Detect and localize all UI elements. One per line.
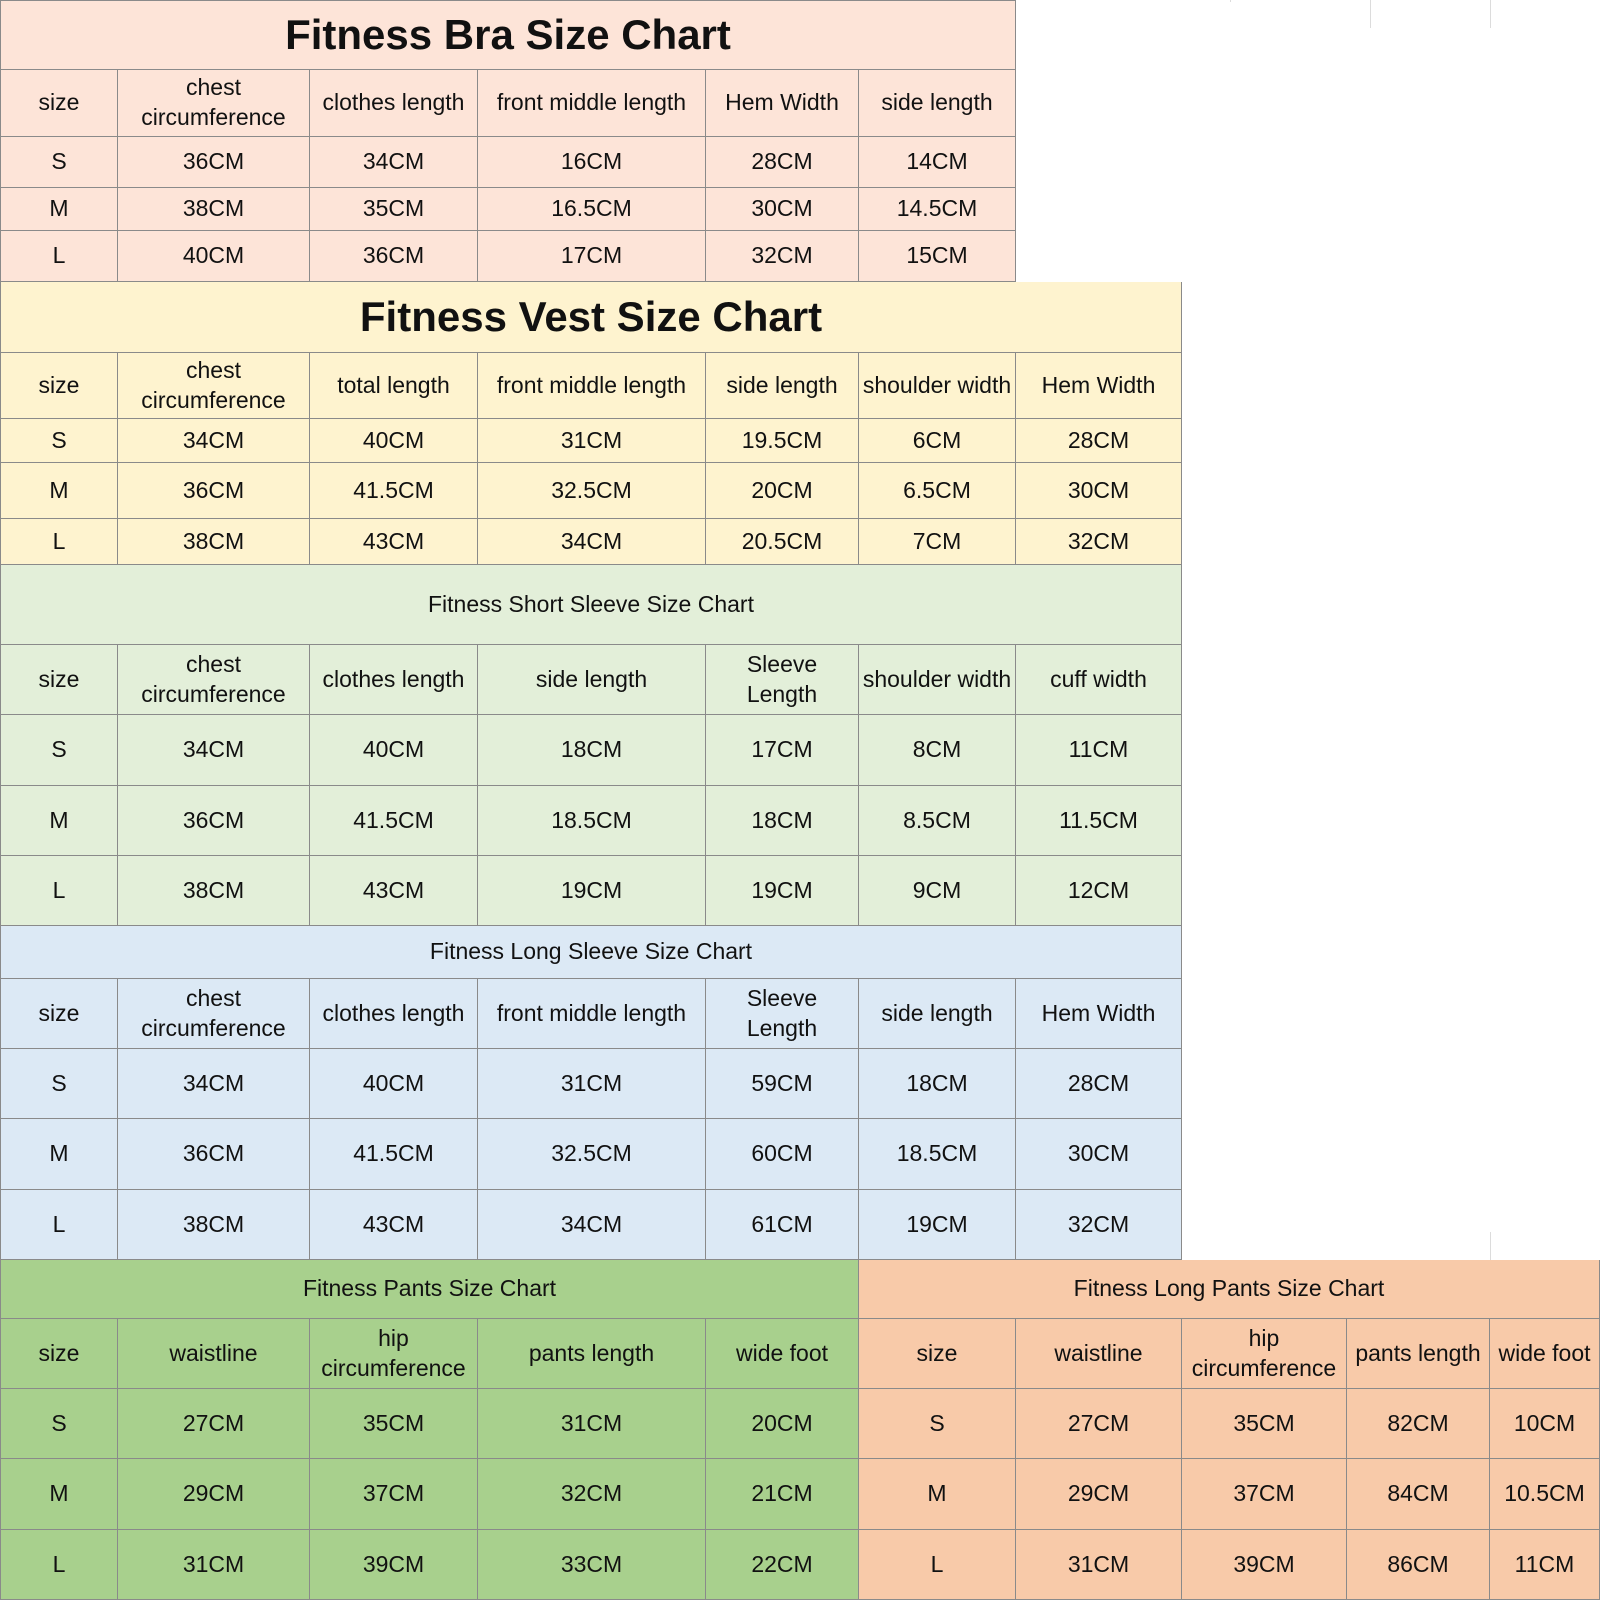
table-cell: 32CM [478, 1459, 706, 1530]
table-cell: 29CM [118, 1459, 310, 1530]
table-cell: 10CM [1490, 1389, 1600, 1459]
table-cell: 40CM [118, 231, 310, 282]
table-cell: 20CM [706, 1389, 859, 1459]
size-label: L [0, 856, 118, 926]
table-cell: 32.5CM [478, 1119, 706, 1190]
column-header: chest circumference [118, 645, 310, 715]
column-header: Sleeve Length [706, 979, 859, 1049]
size-label: M [0, 786, 118, 856]
table-cell: 22CM [706, 1530, 859, 1600]
table-cell: 84CM [1347, 1459, 1490, 1530]
table-cell: 6.5CM [859, 463, 1016, 519]
column-header: side length [859, 979, 1016, 1049]
column-header: size [859, 1319, 1016, 1389]
table-cell: 20.5CM [706, 519, 859, 565]
size-label: S [0, 1389, 118, 1459]
table-cell: 31CM [478, 1389, 706, 1459]
table-cell: 82CM [1347, 1389, 1490, 1459]
table-cell: 6CM [859, 419, 1016, 463]
table-cell: 34CM [118, 419, 310, 463]
table-cell: 33CM [478, 1530, 706, 1600]
table-cell: 36CM [310, 231, 478, 282]
table-cell: 9CM [859, 856, 1016, 926]
table-cell: 43CM [310, 856, 478, 926]
table-cell: 41.5CM [310, 786, 478, 856]
column-header: side length [478, 645, 706, 715]
table-cell: 32CM [1016, 1190, 1182, 1260]
table-cell: 21CM [706, 1459, 859, 1530]
column-header: size [0, 979, 118, 1049]
table-title-long-sleeve: Fitness Long Sleeve Size Chart [0, 926, 1182, 979]
column-header: hip circumference [310, 1319, 478, 1389]
table-cell: 61CM [706, 1190, 859, 1260]
column-header: chest circumference [118, 979, 310, 1049]
table-cell: 37CM [310, 1459, 478, 1530]
table-cell: 38CM [118, 519, 310, 565]
table-cell: 11.5CM [1016, 786, 1182, 856]
table-cell: 31CM [118, 1530, 310, 1600]
table-cell: 30CM [1016, 1119, 1182, 1190]
column-header: pants length [478, 1319, 706, 1389]
table-cell: 16.5CM [478, 188, 706, 231]
size-label: S [0, 715, 118, 786]
stray-gridline [1490, 1232, 1491, 1260]
table-cell: 27CM [1016, 1389, 1182, 1459]
table-cell: 17CM [706, 715, 859, 786]
table-cell: 27CM [118, 1389, 310, 1459]
table-cell: 41.5CM [310, 1119, 478, 1190]
column-header: shoulder width [859, 645, 1016, 715]
table-cell: 31CM [478, 1049, 706, 1119]
table-cell: 12CM [1016, 856, 1182, 926]
table-cell: 19CM [706, 856, 859, 926]
table-cell: 36CM [118, 463, 310, 519]
table-cell: 11CM [1016, 715, 1182, 786]
size-label: L [0, 231, 118, 282]
size-label: M [859, 1459, 1016, 1530]
column-header: total length [310, 353, 478, 419]
table-cell: 32.5CM [478, 463, 706, 519]
table-cell: 30CM [1016, 463, 1182, 519]
column-header: waistline [1016, 1319, 1182, 1389]
table-cell: 14.5CM [859, 188, 1016, 231]
table-cell: 19CM [859, 1190, 1016, 1260]
stray-gridline [1370, 0, 1371, 28]
table-cell: 38CM [118, 188, 310, 231]
size-label: L [0, 519, 118, 565]
table-cell: 40CM [310, 715, 478, 786]
table-cell: 43CM [310, 519, 478, 565]
table-cell: 17CM [478, 231, 706, 282]
table-cell: 10.5CM [1490, 1459, 1600, 1530]
table-cell: 38CM [118, 856, 310, 926]
table-cell: 19CM [478, 856, 706, 926]
column-header: cuff width [1016, 645, 1182, 715]
table-cell: 34CM [118, 715, 310, 786]
table-cell: 20CM [706, 463, 859, 519]
table-cell: 37CM [1182, 1459, 1347, 1530]
column-header: clothes length [310, 70, 478, 137]
table-title-pants: Fitness Pants Size Chart [0, 1260, 859, 1319]
column-header: chest circumference [118, 353, 310, 419]
table-cell: 59CM [706, 1049, 859, 1119]
size-label: S [859, 1389, 1016, 1459]
table-cell: 41.5CM [310, 463, 478, 519]
table-cell: 35CM [310, 188, 478, 231]
table-cell: 18.5CM [859, 1119, 1016, 1190]
table-cell: 14CM [859, 137, 1016, 188]
column-header: size [0, 353, 118, 419]
size-label: S [0, 419, 118, 463]
table-title-long-pants: Fitness Long Pants Size Chart [859, 1260, 1600, 1319]
table-cell: 18CM [859, 1049, 1016, 1119]
table-cell: 28CM [1016, 1049, 1182, 1119]
stray-gridline [1490, 0, 1491, 28]
table-cell: 60CM [706, 1119, 859, 1190]
table-cell: 35CM [310, 1389, 478, 1459]
table-cell: 18CM [478, 715, 706, 786]
table-cell: 28CM [706, 137, 859, 188]
size-label: M [0, 463, 118, 519]
table-cell: 35CM [1182, 1389, 1347, 1459]
size-label: L [0, 1190, 118, 1260]
table-cell: 32CM [706, 231, 859, 282]
size-label: M [0, 188, 118, 231]
size-label: S [0, 137, 118, 188]
column-header: clothes length [310, 645, 478, 715]
table-cell: 39CM [1182, 1530, 1347, 1600]
column-header: Sleeve Length [706, 645, 859, 715]
table-cell: 39CM [310, 1530, 478, 1600]
size-label: S [0, 1049, 118, 1119]
column-header: pants length [1347, 1319, 1490, 1389]
size-label: L [859, 1530, 1016, 1600]
column-header: Hem Width [706, 70, 859, 137]
table-title-short-sleeve: Fitness Short Sleeve Size Chart [0, 565, 1182, 645]
table-cell: 8.5CM [859, 786, 1016, 856]
table-title-vest: Fitness Vest Size Chart [0, 282, 1182, 353]
table-cell: 15CM [859, 231, 1016, 282]
table-cell: 28CM [1016, 419, 1182, 463]
table-cell: 30CM [706, 188, 859, 231]
column-header: front middle length [478, 70, 706, 137]
column-header: wide foot [706, 1319, 859, 1389]
table-cell: 16CM [478, 137, 706, 188]
table-cell: 36CM [118, 786, 310, 856]
column-header: size [0, 1319, 118, 1389]
table-cell: 19.5CM [706, 419, 859, 463]
table-cell: 8CM [859, 715, 1016, 786]
column-header: wide foot [1490, 1319, 1600, 1389]
table-cell: 36CM [118, 1119, 310, 1190]
table-cell: 34CM [478, 1190, 706, 1260]
stray-gridline [1230, 0, 1231, 2]
column-header: Hem Width [1016, 979, 1182, 1049]
table-cell: 34CM [310, 137, 478, 188]
column-header: shoulder width [859, 353, 1016, 419]
column-header: hip circumference [1182, 1319, 1347, 1389]
table-cell: 40CM [310, 1049, 478, 1119]
size-label: M [0, 1459, 118, 1530]
column-header: side length [859, 70, 1016, 137]
table-cell: 34CM [118, 1049, 310, 1119]
table-cell: 40CM [310, 419, 478, 463]
column-header: front middle length [478, 353, 706, 419]
column-header: front middle length [478, 979, 706, 1049]
table-cell: 43CM [310, 1190, 478, 1260]
size-label: M [0, 1119, 118, 1190]
table-title-bra: Fitness Bra Size Chart [0, 0, 1016, 70]
table-cell: 18.5CM [478, 786, 706, 856]
table-cell: 36CM [118, 137, 310, 188]
column-header: waistline [118, 1319, 310, 1389]
table-cell: 86CM [1347, 1530, 1490, 1600]
table-cell: 34CM [478, 519, 706, 565]
column-header: chest circumference [118, 70, 310, 137]
table-cell: 18CM [706, 786, 859, 856]
table-cell: 11CM [1490, 1530, 1600, 1600]
table-cell: 31CM [1016, 1530, 1182, 1600]
size-label: L [0, 1530, 118, 1600]
table-cell: 32CM [1016, 519, 1182, 565]
column-header: clothes length [310, 979, 478, 1049]
column-header: side length [706, 353, 859, 419]
table-cell: 29CM [1016, 1459, 1182, 1530]
table-cell: 38CM [118, 1190, 310, 1260]
column-header: Hem Width [1016, 353, 1182, 419]
column-header: size [0, 70, 118, 137]
column-header: size [0, 645, 118, 715]
table-cell: 7CM [859, 519, 1016, 565]
table-cell: 31CM [478, 419, 706, 463]
